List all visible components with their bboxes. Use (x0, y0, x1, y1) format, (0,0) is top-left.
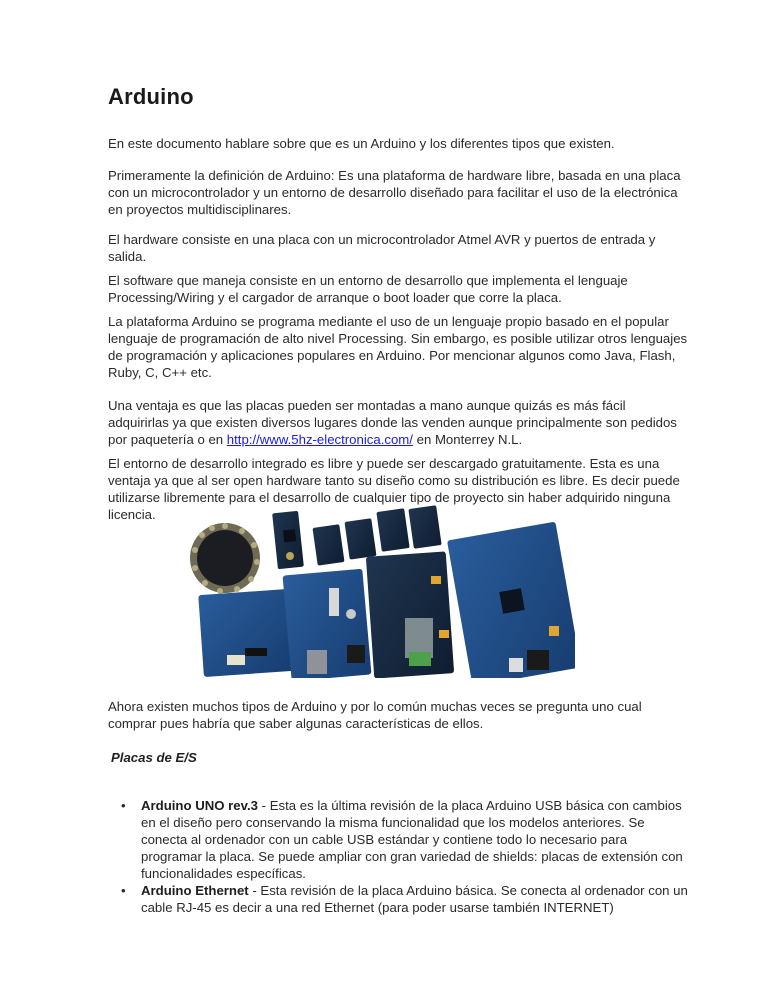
definition-paragraph: Primeramente la definición de Arduino: Es una plataforma de hardware libre, basada en una placa con un microcontrolador y un entorno de desarrollo diseñado para facilitar el uso de la electrónica en proyectos multidisciplinares. (108, 168, 681, 217)
bullet-icon: • (121, 798, 126, 813)
boards-list (108, 797, 688, 916)
board-description: - Esta es la última revisión de la placa Arduino USB básica con cambios en el diseño pero conservando la misma funcionalidad que los modelos anteriores. Se conecta al ordenador con un cable USB estándar y contiene todo lo necesario para programar la placa. Se puede ampliar con gran variedad de shields: placas de extensión con funcionalidades específicas. (141, 798, 683, 881)
section-heading: Placas de E/S (111, 750, 197, 765)
board-description: - Esta revisión de la placa Arduino básica. Se conecta al ordenador con un cable RJ-45 es decir a una red Ethernet (para poder usarse también INTERNET) (141, 883, 688, 915)
purchase-location: en Monterrey N.L. (412, 432, 523, 447)
page-title: Arduino (108, 84, 194, 109)
board-name: Arduino UNO rev.3 (141, 798, 258, 813)
purchase-text: Una ventaja es que las placas pueden ser montadas a mano aunque quizás es más fácil adquirirlas ya que existen diversos lugares donde las venden aunque principalmente son pedidos por paquetería o en (108, 398, 677, 447)
software-paragraph: El software que maneja consiste en un entorno de desarrollo que implementa el lenguaje Processing/Wiring y el cargador de arranque o boot loader que corre la placa. (108, 273, 628, 305)
intro-paragraph: En este documento hablare sobre que es un Arduino y los diferentes tipos que existen. (108, 136, 615, 151)
language-paragraph: La plataforma Arduino se programa mediante el uso de un lenguaje propio basado en el popular lenguaje de programación de alto nivel Processing. Sin embargo, es posible utilizar otros lenguajes de programación y aplicaciones populares en Arduino. Por mencionar algunos como Java, Flash, Ruby, C, C++ etc. (108, 314, 688, 380)
ide-paragraph: El entorno de desarrollo integrado es libre y puede ser descargado gratuitamente. Esta es una ventaja ya que al ser open hardware tanto su diseño como su distribución es libre. Es decir puede utilizarse libremente para el desarrollo de cualquier tipo de proyecto sin haber adquirido ninguna licencia. (108, 456, 680, 522)
board-name: Arduino Ethernet (141, 883, 249, 898)
list-item (108, 882, 688, 916)
hardware-paragraph: El hardware consiste en una placa con un microcontrolador Atmel AVR y puertos de entrada y salida. (108, 232, 656, 264)
list-item (108, 797, 688, 882)
arduino-boards-image (187, 490, 575, 678)
purchase-paragraph (108, 397, 688, 448)
bullet-icon: • (121, 883, 126, 898)
types-paragraph: Ahora existen muchos tipos de Arduino y por lo común muchas veces se pregunta uno cual comprar pues habría que saber algunas características de ellos. (108, 699, 642, 731)
store-link[interactable]: http://www.5hz-electronica.com/ (226, 432, 413, 447)
